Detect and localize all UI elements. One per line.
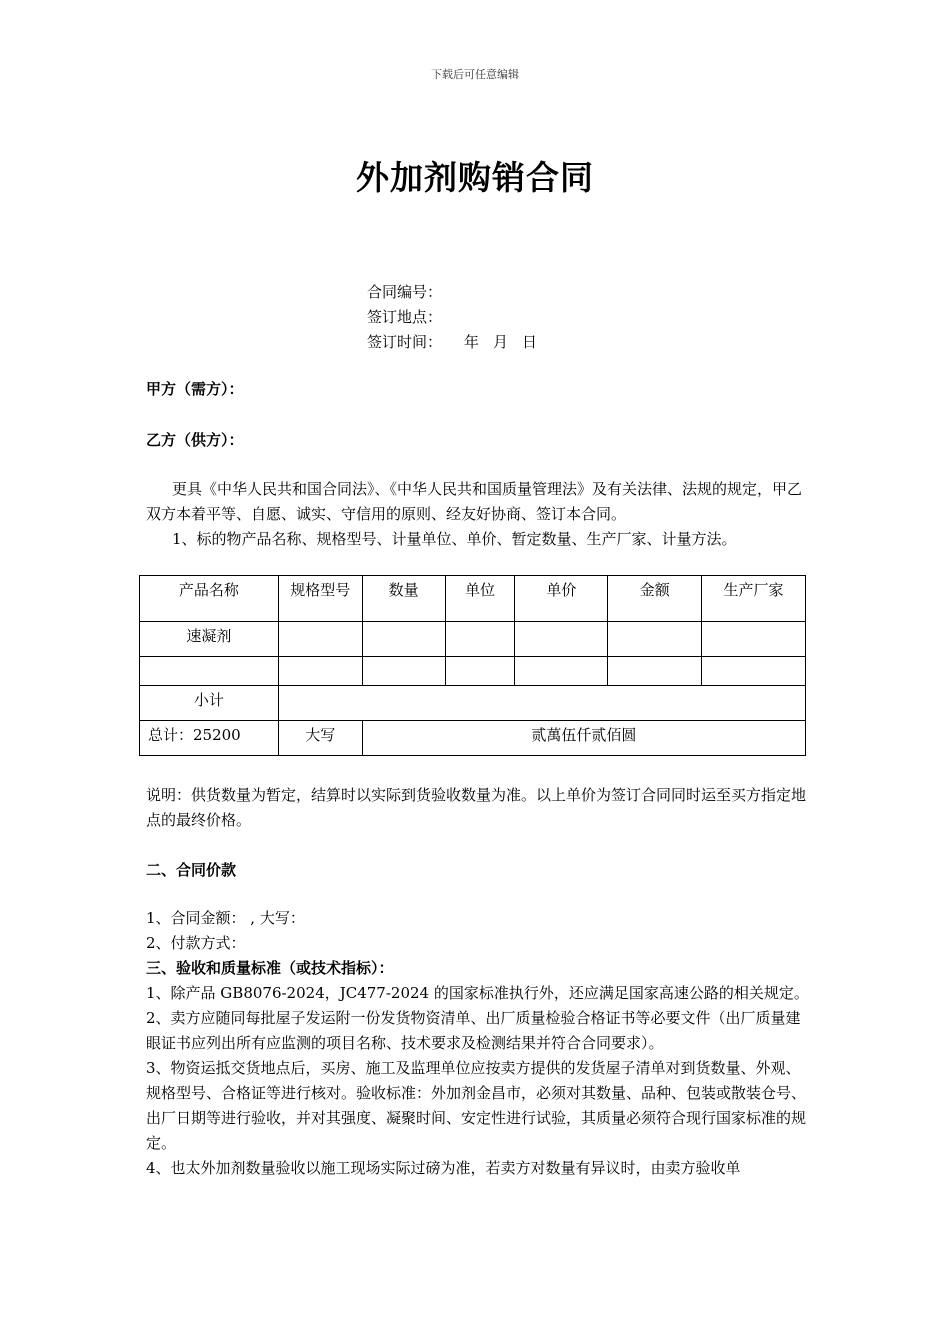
price-note: 说明：供货数量为暂定，结算时以实际到货验收数量为准。以上单价为签订合同同时运至买方指定地点的最终价格。 (146, 786, 807, 829)
year-label: 年 (464, 333, 480, 351)
day-label: 日 (522, 333, 538, 351)
table-header-row (140, 576, 806, 622)
contract-meta (367, 280, 537, 355)
total-label: 总计：25200 (140, 721, 279, 756)
table-cell (702, 622, 806, 657)
sign-time-label: 签订时间： (367, 333, 443, 351)
table-cell (445, 622, 515, 657)
table-cell (362, 622, 445, 657)
section-3-item-1: 1、除产品 GB8076-2024，JC477-2024 的国家标准执行外，还应满足国家高速公路的相关规定。 (146, 984, 809, 1002)
section-3-item-2: 2、卖方应随同每批屋子发运附一份发货物资清单、出厂质量检验合格证书等必要文件（出厂质量建眼证书应列出所有应监测的项目名称、技术要求及检测结果并符合合同要求）。 (146, 1009, 801, 1052)
header-cell: 单位 (445, 576, 515, 622)
section-3-item-4: 4、也太外加剂数量验收以施工现场实际过磅为准，若卖方对数量有异议时，由卖方验收单 (146, 1159, 741, 1177)
contract-amount-line: 1、合同金额： , 大写： (146, 909, 305, 927)
total-row (140, 721, 806, 756)
header-cell: 数量 (362, 576, 445, 622)
table-cell (702, 657, 806, 686)
table-cell (445, 657, 515, 686)
table-cell (362, 657, 445, 686)
payment-method-line: 2、付款方式： (146, 934, 246, 952)
section-2-body (146, 906, 812, 1181)
party-a-label: 甲方（需方）： (146, 380, 244, 398)
table-cell (278, 657, 362, 686)
header-cell: 单价 (515, 576, 608, 622)
document-title: 外加剂购销合同 (356, 158, 594, 197)
intro-paragraph: 更具《中华人民共和国合同法》、《中华人民共和国质量管理法》及有关法律、法规的规定，甲乙双方本着平等、自愿、诚实、守信用的原则、经友好协商、签订本合同。 (146, 480, 803, 523)
product-table (139, 575, 806, 756)
header-cell: 规格型号 (278, 576, 362, 622)
product-name-cell: 速凝剂 (140, 622, 279, 657)
contract-number-label: 合同编号： (367, 283, 443, 301)
table-row (140, 657, 806, 686)
table-row (140, 622, 806, 657)
header-cell: 金额 (608, 576, 702, 622)
table-cell (140, 657, 279, 686)
table-cell (515, 657, 608, 686)
table-cell (608, 657, 702, 686)
table-cell (515, 622, 608, 657)
header-cell: 生产厂家 (702, 576, 806, 622)
table-cell (608, 622, 702, 657)
section-3-item-3: 3、物资运抵交货地点后，买房、施工及监理单位应按卖方提供的发货屋子清单对到货数量、外观、规格型号、合格证等进行核对。验收标准：外加剂金昌市，必须对其数量、品种、包装或散装仓号、出厂日期等进行验收，并对其强度、凝聚时间、安定性进行试验，其质量必须符合现行国家标准的规定。 (146, 1059, 807, 1152)
intro-section (146, 477, 812, 552)
capital-label: 大写 (278, 721, 362, 756)
subtotal-row (140, 686, 806, 721)
table-cell (278, 622, 362, 657)
section-2-heading: 二、合同价款 (146, 861, 237, 879)
subtotal-label: 小计 (140, 686, 279, 721)
sign-place-label: 签订地点： (367, 308, 443, 326)
month-label: 月 (493, 333, 509, 351)
header-cell: 产品名称 (140, 576, 279, 622)
sign-time-row (367, 330, 537, 355)
header-note: 下载后可任意编辑 (431, 68, 519, 81)
subtotal-value-cell (278, 686, 805, 721)
party-b-label: 乙方（供方）： (146, 431, 244, 449)
section-3-heading: 三、验收和质量标准（或技术指标）： (146, 959, 394, 977)
capital-value: 贰萬伍仟贰佰圆 (362, 721, 805, 756)
item-list-intro: 1、标的物产品名称、规格型号、计量单位、单价、暂定数量、生产厂家、计量方法。 (172, 530, 737, 548)
